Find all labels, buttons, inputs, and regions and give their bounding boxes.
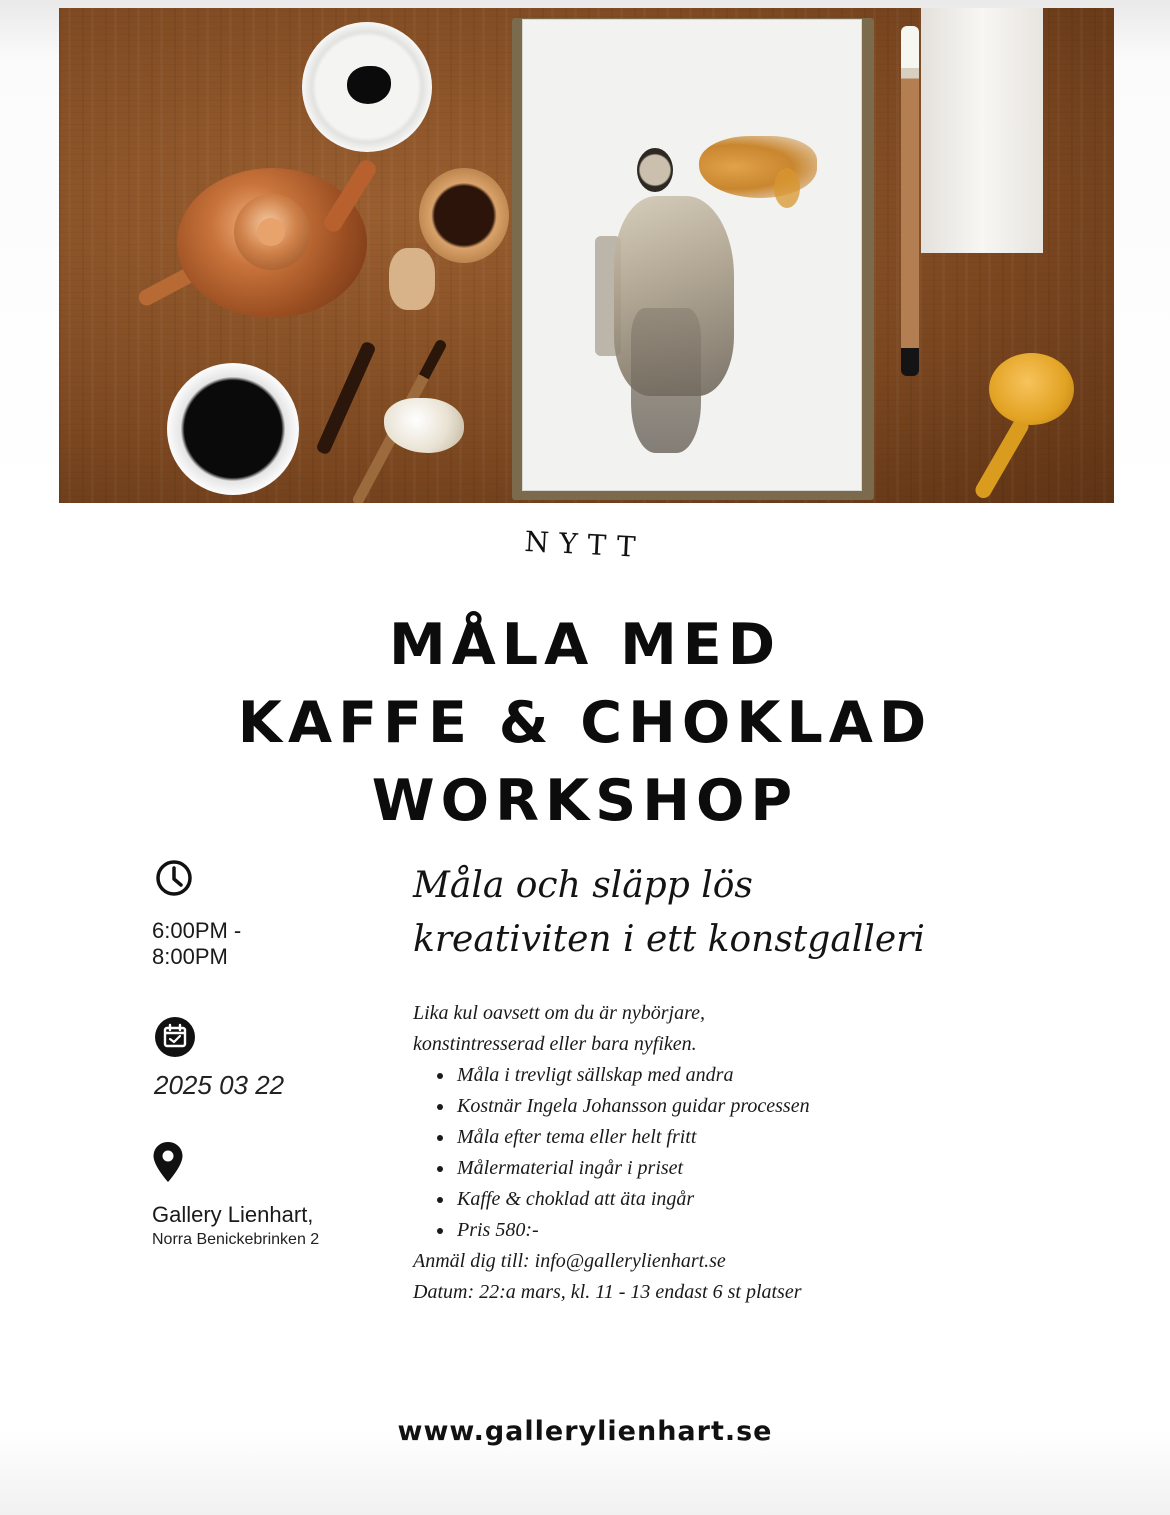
clock-icon: [154, 858, 194, 898]
feature-list: [413, 1060, 1033, 1246]
intro-line-2: konstintresserad eller bara nyfiken.: [413, 1033, 697, 1055]
tagline-line-1: Måla och släpp lös: [413, 865, 753, 906]
event-date: 2025 03 22: [154, 1070, 285, 1100]
yellow-coffee-scoop: [989, 353, 1074, 425]
website-url: www.gallerylienhart.se: [397, 1416, 773, 1447]
title-line-1: MÅLA MED: [388, 612, 782, 678]
coffee-mug: [167, 363, 299, 495]
feature-item: • Målermaterial ingår i priset: [455, 1153, 1033, 1184]
title-line-3: WORKSHOP: [371, 768, 799, 834]
intro-line-1: Lika kul oavsett om du är nybörjare,: [413, 1002, 706, 1024]
feature-item: • Pris 580:-: [455, 1215, 1033, 1246]
painted-figure-head: [637, 148, 673, 192]
description: [413, 998, 1033, 1308]
venue-name: Gallery Lienhart,: [152, 1202, 314, 1227]
map-pin-icon: [152, 1141, 184, 1183]
poster-title: [0, 606, 1170, 840]
signup-line: Anmäl dig till: info@gallerylienhart.se: [413, 1250, 726, 1272]
title-line-2: KAFFE & CHOKLAD: [237, 690, 933, 756]
new-badge: NYTT: [523, 524, 647, 565]
kettle-knob: [257, 218, 285, 246]
painted-figure-legs: [631, 308, 701, 453]
feature-item: • Kaffe & choklad att äta ingår: [455, 1184, 1033, 1215]
vanilla-pod: [315, 340, 377, 455]
event-time: [152, 918, 241, 970]
header-photo: [59, 8, 1114, 503]
tagline-line-2: kreativiten i ett konstgalleri: [413, 919, 925, 960]
white-chocolate: [384, 398, 464, 453]
time-end: 8:00PM: [152, 944, 228, 969]
time-start: 6:00PM -: [152, 918, 242, 943]
scoop-handle: [973, 415, 1032, 501]
feature-item: • Måla efter tema eller helt fritt: [455, 1122, 1033, 1153]
wooden-cup: [419, 168, 509, 263]
tagline: [413, 859, 1033, 967]
calendar-icon: [154, 1016, 196, 1058]
feature-item: • Kostnär Ingela Johansson guidar processen: [455, 1091, 1033, 1122]
details-line: Datum: 22:a mars, kl. 11 - 13 endast 6 st platser: [413, 1281, 802, 1303]
venue-address: Norra Benickebrinken 2: [152, 1231, 320, 1248]
calligraphy-brush: [901, 26, 919, 376]
napkin: [921, 8, 1043, 253]
coffee-paint-drip: [774, 168, 800, 208]
feature-item: • Måla i trevligt sällskap med andra: [455, 1060, 1033, 1091]
wooden-cup-handle: [389, 248, 435, 310]
